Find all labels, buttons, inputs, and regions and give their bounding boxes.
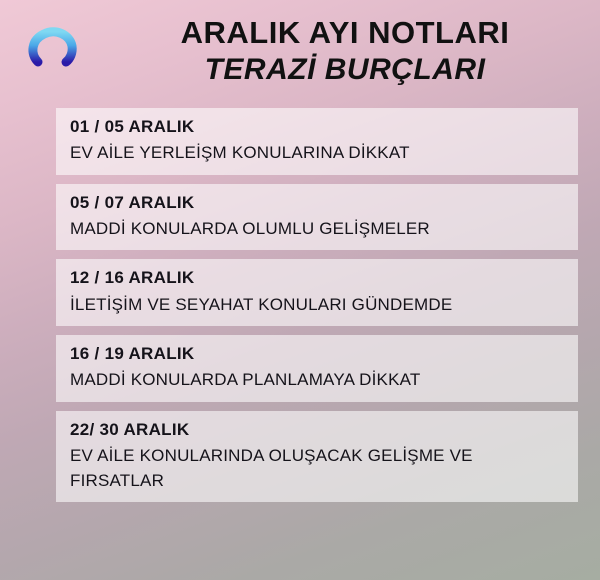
page-subtitle: TERAZİ BURÇLARI xyxy=(204,53,486,87)
list-item xyxy=(56,411,578,502)
entry-text: MADDİ KONULARDA PLANLAMAYA DİKKAT xyxy=(70,370,421,390)
entry-date: 12 / 16 ARALIK xyxy=(70,268,195,288)
list-item xyxy=(56,259,578,326)
libra-zodiac-icon xyxy=(16,18,94,96)
list-item xyxy=(56,108,578,175)
entry-text: EV AİLE KONULARINDA OLUŞACAK GELİŞME VE FIRSATLAR xyxy=(70,446,473,490)
list-item xyxy=(56,184,578,251)
entry-date: 16 / 19 ARALIK xyxy=(70,344,195,364)
entry-date: 22/ 30 ARALIK xyxy=(70,419,190,439)
poster-header xyxy=(0,0,600,104)
entry-date: 05 / 07 ARALIK xyxy=(70,192,195,212)
entry-text: İLETİŞİM VE SEYAHAT KONULARI GÜNDEMDE xyxy=(70,294,453,314)
entry-text: EV AİLE YERLEİŞM KONULARINA DİKKAT xyxy=(70,143,410,163)
list-item xyxy=(56,335,578,402)
entry-date: 01 / 05 ARALIK xyxy=(70,117,195,136)
page-title: ARALIK AYI NOTLARI xyxy=(180,15,510,51)
entry-text: MADDİ KONULARDA OLUMLU GELİŞMELER xyxy=(70,218,430,238)
notes-list xyxy=(0,104,600,502)
